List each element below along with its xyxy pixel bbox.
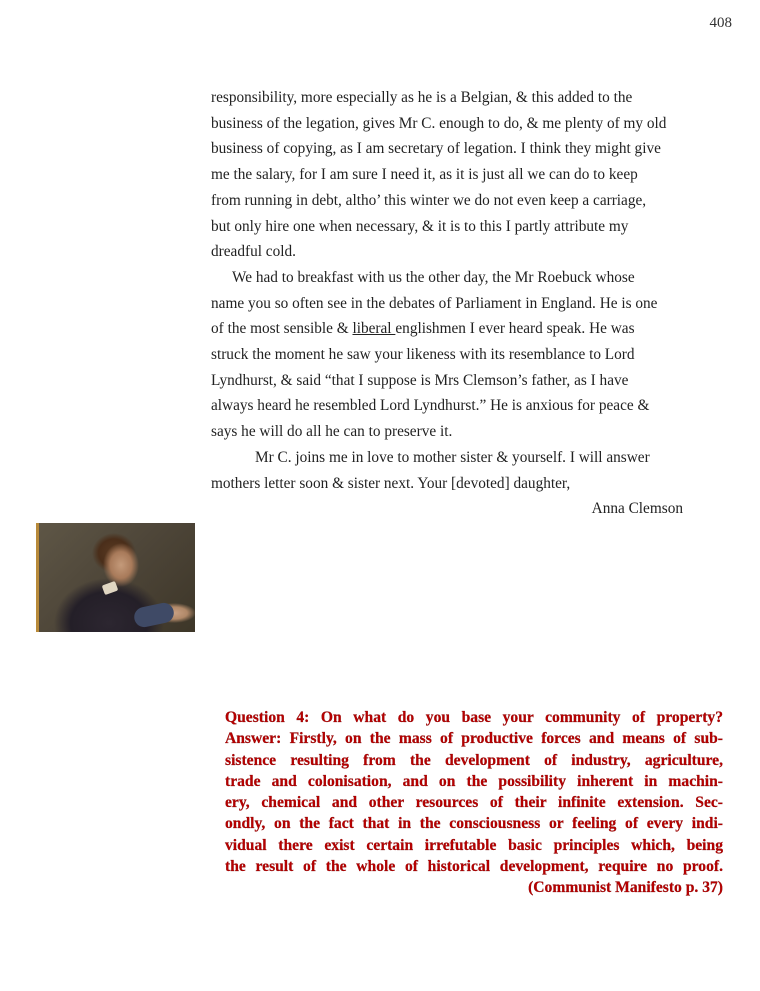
letter-line: me the salary, for I am sure I need it, as it is just all we can do to keep — [211, 166, 638, 184]
letter-body — [211, 85, 741, 522]
letter-line: business of copying, as I am secretary of legation. I think they might give — [211, 140, 661, 158]
letter-text: of the most sensible & — [211, 320, 353, 338]
letter-line: but only hire one when necessary, & it is to this I partly attribute my — [211, 217, 629, 235]
letter-line: dreadful cold. — [211, 243, 296, 261]
quote-line: ondly, on the fact that in the consciousness or feeling of every indi- — [225, 815, 723, 833]
quote-line: vidual there exist certain irrefutable basic principles which, being — [225, 836, 723, 854]
quote-line: trade and colonisation, and on the possibility inherent in machin- — [225, 772, 723, 790]
portrait-collar — [102, 581, 119, 595]
quote-line: Question 4: On what do you base your community of property? — [225, 709, 723, 726]
letter-line: says he will do all he can to preserve it. — [211, 423, 453, 441]
letter-text: englishmen I ever heard speak. He was — [395, 320, 635, 338]
letter-line: Mr C. joins me in love to mother sister & yourself. I will answer — [255, 448, 650, 466]
quote-line: the result of the whole of historical development, require no proof. — [225, 858, 723, 876]
letter-line: business of the legation, gives Mr C. enough to do, & me plenty of my old — [211, 114, 667, 132]
letter-line: We had to breakfast with us the other day, the Mr Roebuck whose — [232, 268, 635, 286]
letter-line: Lyndhurst, & said “that I suppose is Mrs Clemson’s father, as I have — [211, 371, 629, 389]
manifesto-quote — [225, 707, 723, 899]
quote-line: sistence resulting from the development of industry, agriculture, — [225, 751, 723, 769]
quote-line: ery, chemical and other resources of their infinite extension. Sec- — [225, 794, 723, 812]
signature: Anna Clemson — [591, 500, 683, 518]
portrait-sleeve — [132, 601, 175, 629]
letter-line: struck the moment he saw your likeness with its resemblance to Lord — [211, 346, 635, 364]
quote-line: Answer: Firstly, on the mass of productive forces and means of sub- — [225, 730, 723, 748]
letter-line: responsibility, more especially as he is a Belgian, & this added to the — [211, 89, 633, 106]
page-number: 408 — [709, 15, 732, 31]
letter-line: name you so often see in the debates of Parliament in England. He is one — [211, 294, 658, 312]
letter-line: from running in debt, altho’ this winter we do not even keep a carriage, — [211, 191, 647, 209]
letter-line: mothers letter soon & sister next. Your [devoted] daughter, — [211, 474, 571, 492]
letter-line: always heard he resembled Lord Lyndhurst.” He is anxious for peace & — [211, 397, 650, 415]
portrait-image — [36, 523, 195, 632]
underlined-word-liberal: liberal — [352, 320, 396, 338]
quote-citation: (Communist Manifesto p. 37) — [528, 879, 723, 897]
letter-line — [211, 316, 741, 342]
